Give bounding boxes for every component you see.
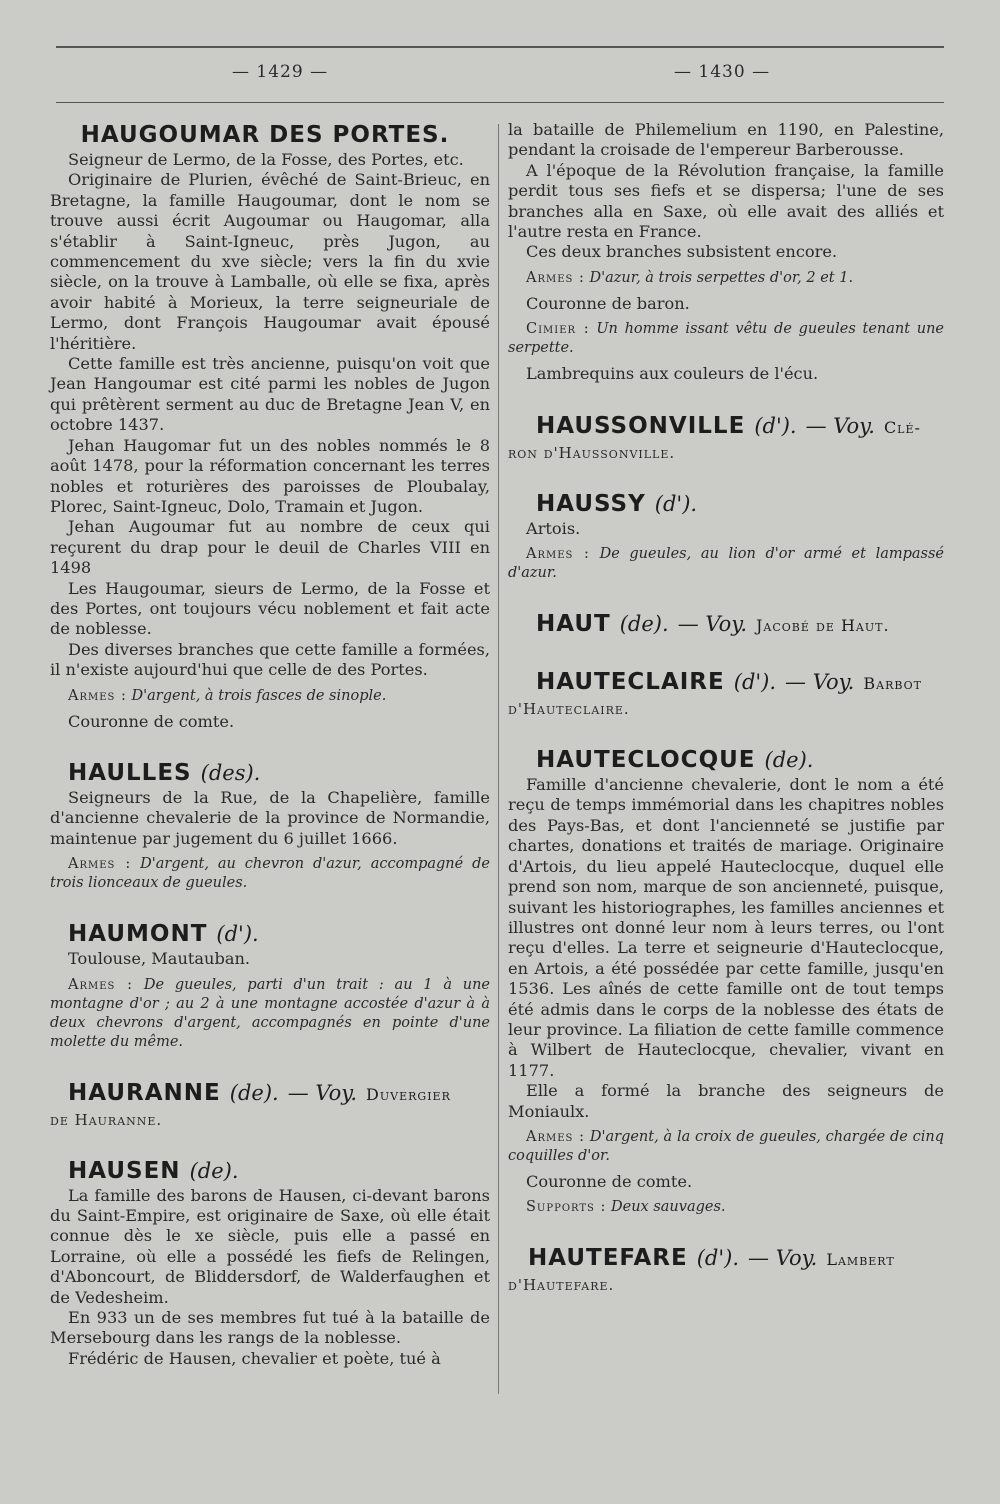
- entry-hauteclaire: [508, 667, 944, 719]
- entry-name: HAUT: [536, 611, 611, 638]
- armes-line: [50, 687, 490, 706]
- entry-name: HAULLES: [68, 759, 192, 786]
- entry-particle: (d').: [754, 413, 797, 438]
- entry-name: HAUTEFARE: [528, 1245, 688, 1272]
- entry-title: [68, 919, 490, 949]
- armes-line: [508, 269, 944, 288]
- right-column: [508, 120, 944, 1295]
- header-rule: [56, 102, 944, 103]
- entry-name: HAUSSY: [536, 490, 646, 517]
- cimier-label: Cimier :: [526, 321, 590, 338]
- left-column: [50, 120, 490, 1369]
- armes-label: Armes :: [526, 269, 585, 286]
- paragraph: Frédéric de Hausen, chevalier et poète, tué à: [68, 1348, 441, 1368]
- cimier-text: Un homme issant vêtu de gueules tenant une serpette.: [508, 321, 944, 357]
- entry-title: [536, 489, 944, 519]
- entry-title: HAUGOUMAR DES PORTES.: [80, 122, 450, 148]
- voy-reference: — Voy.: [287, 1080, 358, 1105]
- paragraph: En 933 un de ses membres fut tué à la bataille de Mersebourg dans les rangs de la noblesse.: [50, 1308, 490, 1348]
- entry-haussy: [508, 489, 944, 583]
- armes-text: De gueules, parti d'un trait : au 1 à une montagne d'or ; au 2 à une montagne accostée d'azur à à deux chevrons d'argent, accompagnés en pointe d'une molette du même.: [50, 976, 490, 1050]
- entry-title: [528, 1243, 944, 1275]
- supports-text: Deux sauvages.: [611, 1199, 726, 1216]
- cross-reference: Barbot: [863, 674, 923, 694]
- paragraph: Les Haugoumar, sieurs de Lermo, de la Fosse et des Portes, ont toujours vécu noblement et fait acte de noblesse.: [50, 578, 490, 639]
- entry-title: [68, 1156, 490, 1186]
- paragraph: Artois.: [526, 518, 581, 538]
- paragraph: Des diverses branches que cette famille a formées, il n'existe aujourd'hui que celle de des Portes.: [50, 639, 490, 680]
- entry-particle: (de).: [619, 612, 669, 637]
- paragraph: Seigneurs de la Rue, de la Chapelière, famille d'ancienne chevalerie de la province de Normandie, maintenue par jugement du 6 juillet 1666.: [50, 787, 490, 848]
- entry-name: HAUMONT: [68, 921, 208, 948]
- couronne-line: Couronne de comte.: [68, 711, 235, 731]
- paragraph: La famille des barons de Hausen, ci-devant barons du Saint-Empire, est originaire de Saxe, où elle était connue dès le xe siècle, puis elle a passé en Lorraine, où elle a possédé les fiefs de Relingen, d'Aboncourt, de Bliddersdorf, de Walderfaughen et de Vedesheim.: [50, 1185, 490, 1307]
- paragraph: Famille d'ancienne chevalerie, dont le nom a été reçu de temps immémorial dans les chapitres nobles des Pays-Bas, et dont l'ancienneté se justifie par chartes, donations et traités de mariage. Originaire d'Artois, du lieu appelé Hauteclocque, duquel elle prend son nom, marque de son ancienneté, puisque, suivant les historiographes, les familles anciennes et illustres ont donné leur nom à leurs terres, ou l'ont reçu d'elles. La terre et seigneurie d'Hauteclocque, en Artois, a été possédée par cette famille, jusqu'en 1536. Les aînés de cette famille ont de tout temps été admis dans le corps de la noblesse des états de leur province. La filiation de cette famille commence à Wilbert de Hauteclocque, chevalier, vivant en 1177.: [508, 775, 944, 1080]
- entry-name: HAUTECLAIRE: [536, 669, 725, 696]
- entry-particle: (d').: [696, 1246, 740, 1271]
- couronne-line: Couronne de baron.: [526, 293, 690, 313]
- paragraph: Cette famille est très ancienne, puisqu'on voit que Jean Hangoumar est cité parmi les nobles de Jugon qui prêtèrent serment au duc de Bretagne Jean V, en octobre 1437.: [50, 354, 490, 435]
- cross-reference-continued: d'Hautefare.: [508, 1276, 615, 1295]
- armes-label: Armes :: [68, 976, 134, 993]
- left-page-number: — 1429 —: [232, 62, 329, 82]
- armes-label: Armes :: [526, 1128, 586, 1145]
- armes-text: D'azur, à trois serpettes d'or, 2 et 1.: [589, 269, 854, 286]
- entry-title: [68, 1078, 490, 1110]
- right-page-number: — 1430 —: [674, 62, 771, 82]
- paragraph: la bataille de Philemelium en 1190, en Palestine, pendant la croisade de l'empereur Barberousse.: [508, 120, 944, 160]
- entry-particle: (des).: [200, 760, 261, 785]
- entry-haugoumar: [50, 120, 490, 732]
- paragraph: A l'époque de la Révolution française, la famille perdit tous ses fiefs et se dispersa; l'une de ses branches alla en Saxe, où elle avait des alliés et l'autre resta en France.: [508, 160, 944, 242]
- entry-title: [536, 609, 944, 641]
- armes-label: Armes :: [68, 856, 132, 873]
- armes-line: [50, 855, 490, 893]
- column-divider: [498, 124, 499, 1394]
- entry-title: [536, 411, 944, 443]
- paragraph: Jehan Haugomar fut un des nobles nommés le 8 août 1478, pour la réformation concernant les terres nobles et roturières des paroisses de Ploubalay, Plorec, Saint-Igneuc, Dolo, Tramain et Jugon.: [50, 435, 490, 516]
- entry-hauranne: [50, 1078, 490, 1130]
- cross-reference: Jacobé de Haut.: [756, 616, 890, 636]
- armes-text: D'argent, à trois fasces de sinople.: [131, 687, 387, 704]
- armes-line: [50, 976, 490, 1052]
- voy-reference: — Voy.: [677, 612, 747, 637]
- entry-particle: (d').: [216, 922, 259, 947]
- entry-particle: (de).: [229, 1080, 279, 1105]
- entry-title: [536, 745, 944, 775]
- paragraph: Originaire de Plurien, évêché de Saint-Brieuc, en Bretagne, la famille Haugoumar, dont le nom se trouve aussi écrit Augoumar ou Haugomar, alla s'établir à Saint-Igneuc, près Jugon, au commencement du xve siècle; vers la fin du xvie siècle, on la trouve à Lamballe, où elle se fixa, après avoir habité à Morieux, la terre seigneuriale de Lermo, dont François Haugoumar avait épousé l'héritière.: [50, 170, 490, 353]
- armes-line: [508, 545, 944, 583]
- entry-haussonville: [508, 411, 944, 463]
- cross-reference-continued: ron d'Haussonville.: [508, 443, 676, 462]
- paragraph: Elle a formé la branche des seigneurs de Moniaulx.: [508, 1081, 944, 1121]
- paragraph: Seigneur de Lermo, de la Fosse, des Portes, etc.: [68, 150, 464, 169]
- entry-name: HAUTECLOCQUE: [536, 747, 756, 774]
- cross-reference-continued: d'Hauteclaire.: [508, 700, 630, 719]
- voy-reference: — Voy.: [785, 670, 855, 695]
- voy-reference: — Voy.: [805, 413, 875, 438]
- entry-haumont: [50, 919, 490, 1051]
- entry-hauteclocque: [508, 745, 944, 1217]
- armes-label: Armes :: [526, 546, 590, 563]
- paragraph: Ces deux branches subsistent encore.: [526, 242, 838, 262]
- armes-text: D'argent, à la croix de gueules, chargée de cinq coquilles d'or.: [508, 1128, 944, 1164]
- top-rule: [56, 46, 944, 48]
- entry-title: [68, 758, 490, 788]
- entry-hausen-continued: [508, 120, 944, 385]
- armes-line: [508, 1128, 944, 1166]
- voy-reference: — Voy.: [748, 1246, 818, 1271]
- entry-hautefare: [508, 1243, 944, 1295]
- lambrequins-line: Lambrequins aux couleurs de l'écu.: [526, 364, 819, 384]
- entry-name: HAURANNE: [68, 1079, 221, 1106]
- entry-particle: (d').: [654, 491, 698, 516]
- cimier-line: [508, 320, 944, 358]
- cross-reference: Lambert: [826, 1250, 895, 1270]
- entry-haut: [508, 609, 944, 641]
- entry-particle: (de).: [189, 1158, 239, 1183]
- entry-haulles: [50, 758, 490, 893]
- entry-title: [536, 667, 944, 699]
- entry-particle: (de).: [764, 748, 814, 773]
- entry-hausen: [50, 1156, 490, 1370]
- paragraph: Jehan Augoumar fut au nombre de ceux qui reçurent du drap pour le deuil de Charles VIII en 1498: [50, 517, 490, 578]
- entry-name: HAUSEN: [68, 1157, 181, 1184]
- supports-label: Supports :: [526, 1199, 607, 1216]
- armes-text: D'argent, au chevron d'azur, accompagné de trois lionceaux de gueules.: [50, 856, 490, 892]
- paragraph: Toulouse, Mautauban.: [68, 949, 251, 969]
- entry-particle: (d').: [733, 670, 777, 695]
- cross-reference-continued: de Hauranne.: [50, 1110, 163, 1129]
- couronne-line: Couronne de comte.: [526, 1171, 693, 1191]
- supports-line: [508, 1198, 944, 1217]
- entry-name: HAUSSONVILLE: [536, 412, 746, 439]
- armes-label: Armes :: [68, 687, 127, 704]
- cross-reference: Clé-: [883, 417, 921, 437]
- cross-reference: Duvergier: [366, 1084, 451, 1104]
- armes-text: De gueules, au lion d'or armé et lampassé d'azur.: [508, 546, 945, 582]
